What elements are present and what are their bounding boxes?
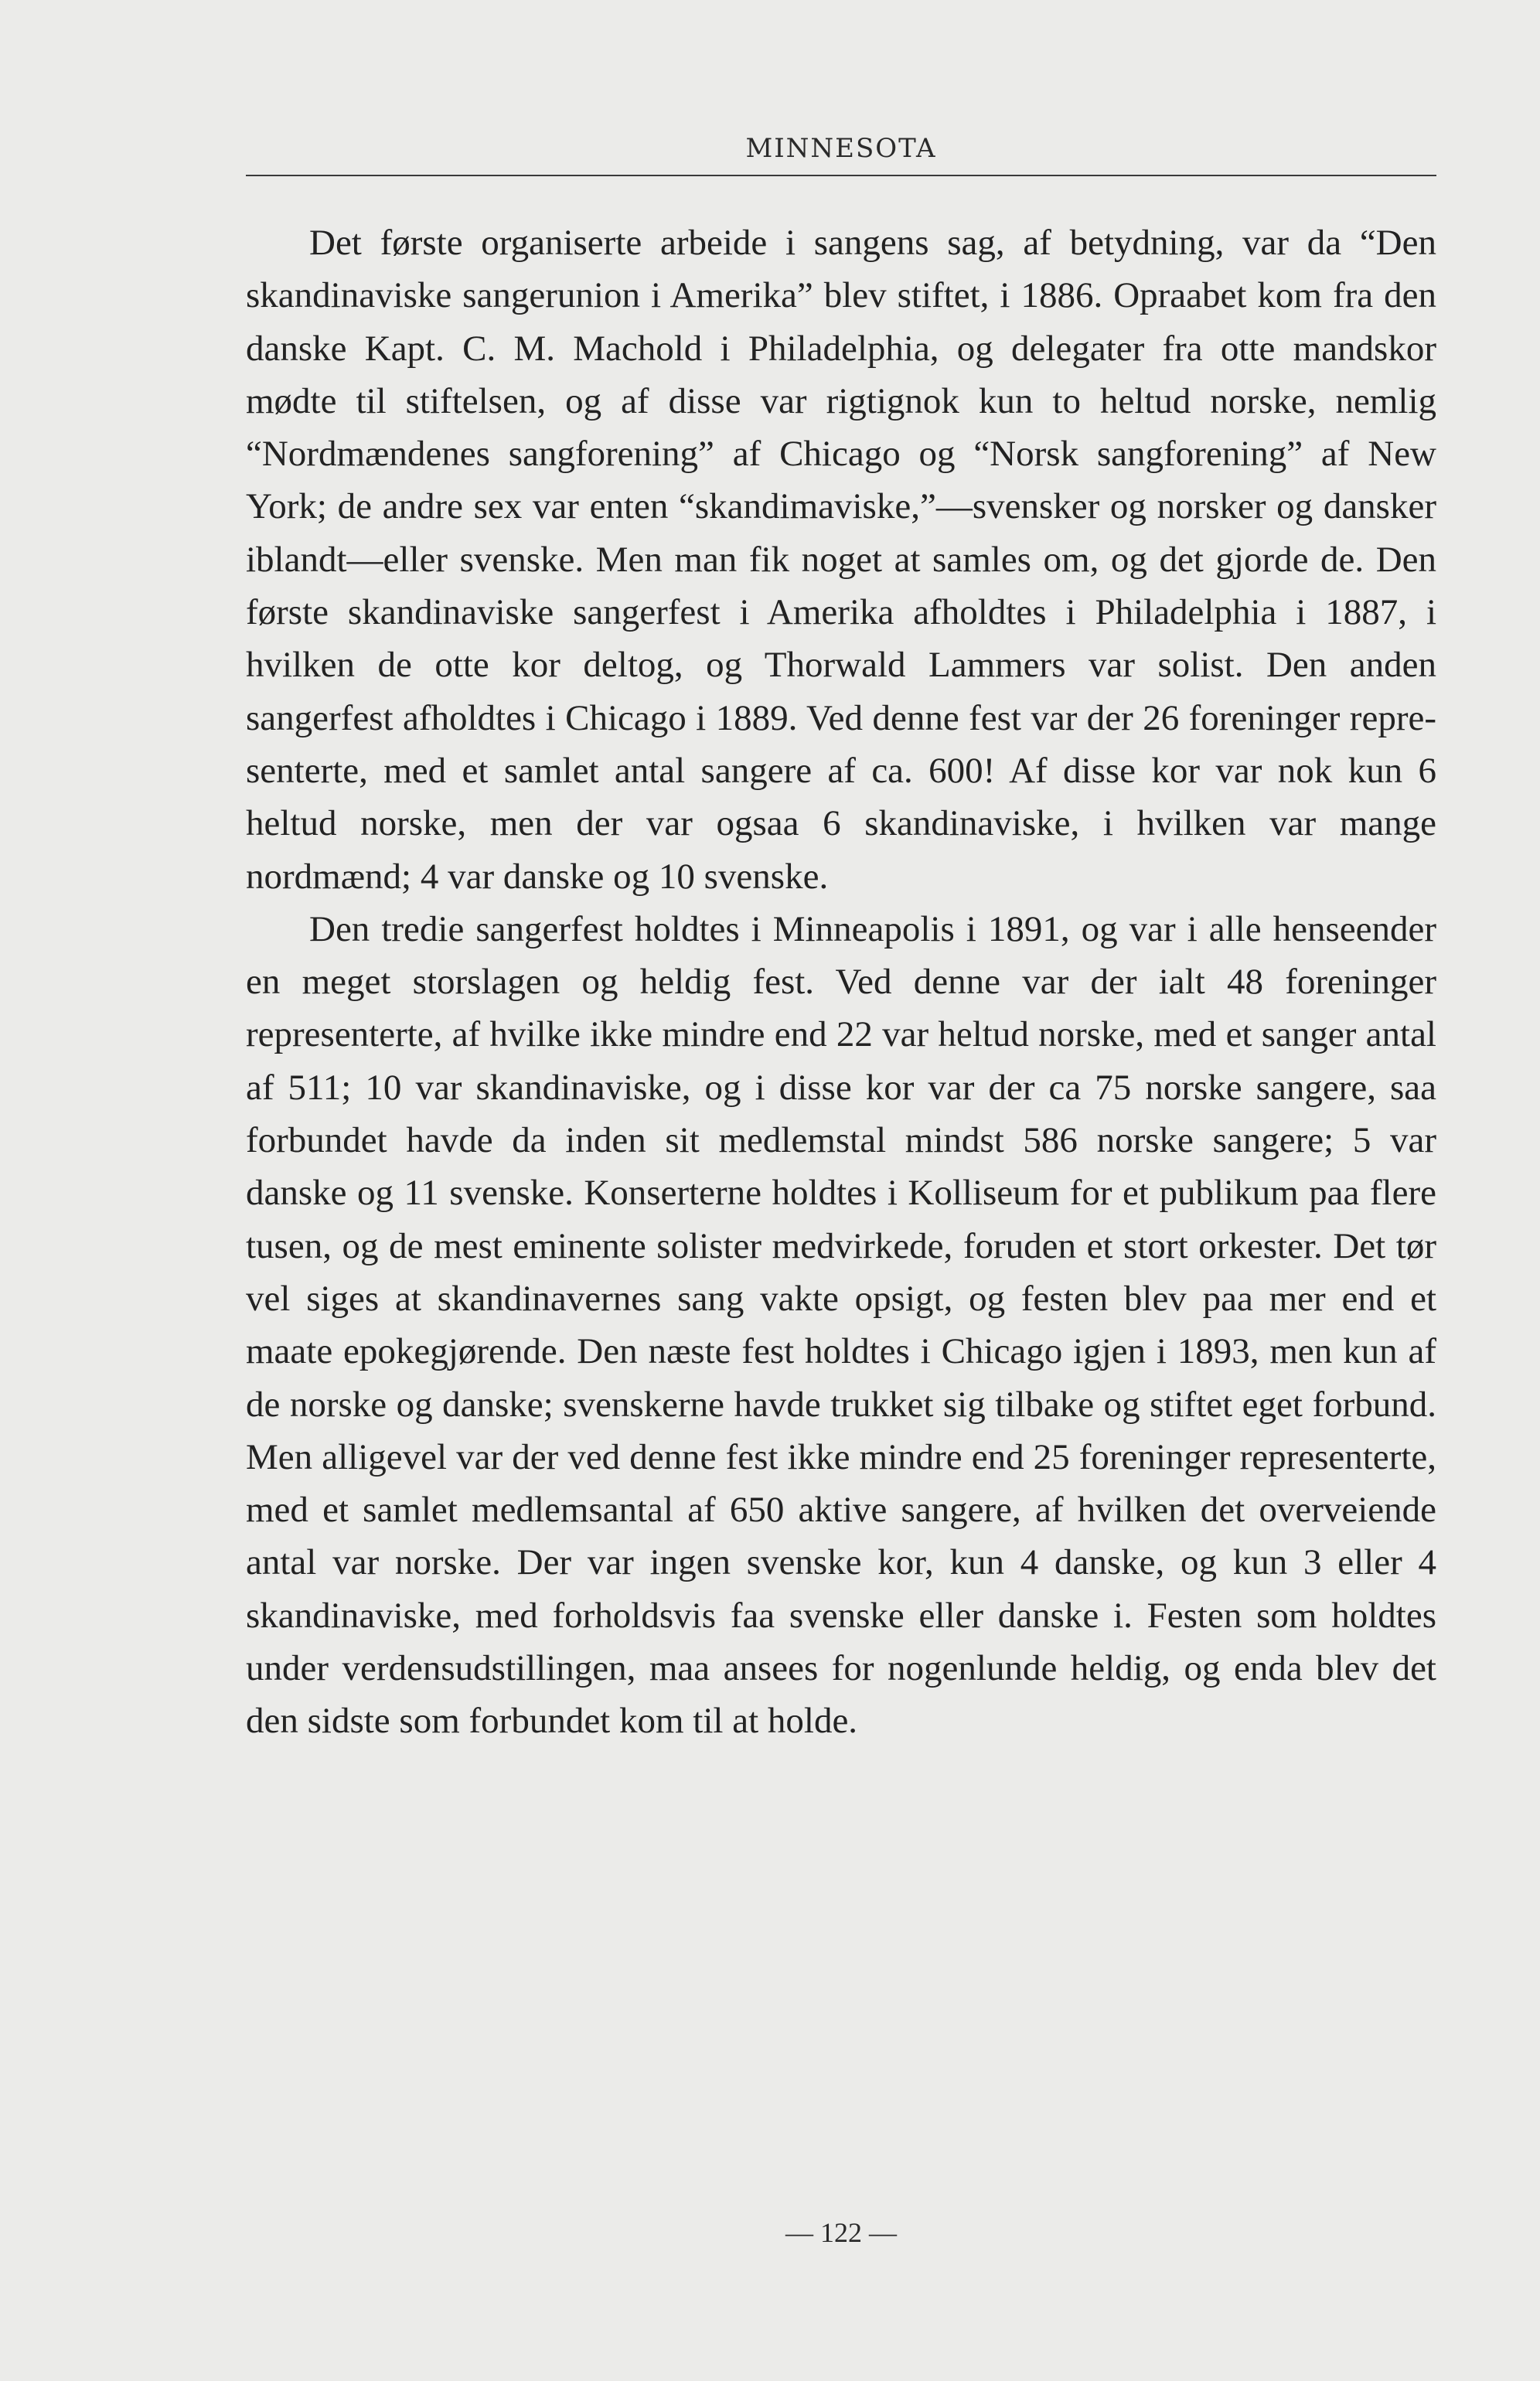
header-rule <box>246 175 1436 176</box>
page-number: — 122 — <box>785 2217 897 2248</box>
paragraph-2: Den tredie sangerfest holdtes i Minneapolis i 1891, og var i alle henseender en meget storslagen og heldig fest. Ved denne var der ialt 48 foreninger representerte, af hvilke ikke mindre end 22 var heltud norske, med et sanger antal af 511; 10 var skandinaviske, og i disse kor var der ca 75 norske sangere, saa forbundet havde da inden sit medlemstal mindst 586 norske sangere; 5 var danske og 11 svenske. Konserterne holdtes i Kolliseum for et publikum paa flere tusen, og de mest eminente solister medvirkede, foruden et stort orkester. Det tør vel siges at skandinavernes sang vakte opsigt, og festen blev paa mer end et maate epokegjørende. Den næste fest holdtes i Chicago igjen i 1893, men kun af de norske og danske; svenskerne havde trukket sig tilbake og stiftet eget forbund. Men alligevel var der ved denne fest ikke mindre end 25 foreninger representerte, med et samlet medlemsantal af 650 aktive sangere, af hvilken det overveiende antal var norske. Der var ingen svenske kor, kun 4 danske, og kun 3 eller 4 skandinaviske, med forholdsvis faa svenske eller danske i. Festen som holdtes under verdensudstillingen, maa ansees for nogenlunde heldig, og enda blev det den sidste som forbundet kom til at holde. <box>246 908 1436 1742</box>
paragraph-1: Det første organiserte arbeide i sangens sag, af betydning, var da “Den skandinaviske sangerunion i Amerika” blev stiftet, i 1886. Opraabet kom fra den danske Kapt. C. M. Machold i Philadelphia, og delegater fra otte mandskor mødte til stiftelsen, og af disse var rigtignok kun to heltud norske, nemlig “Nordmændenes sangforening” af Chicago og “Norsk sangforening” af New York; de andre sex var enten “skandimaviske,”—svensker og norsker og dansker iblandt—eller svenske. Men man fik noget at samles om, og det gjorde de. Den første skandinaviske sangerfest i Amerika afholdtes i Philadelphia i 1887, i hvilken de otte kor deltog, og Thorwald Lammers var solist. Den anden sangerfest afholdtes i Chicago i 1889. Ved denne fest var der 26 foreninger representerte, med et samlet antal sangere af ca. 600! Af disse kor var nok kun 6 heltud norske, men der var ogsaa 6 skandinaviske, i hvilken var mange nordmænd; 4 var danske og 10 svenske. <box>246 223 1436 897</box>
running-head: MINNESOTA <box>745 133 937 164</box>
body-text <box>246 216 1436 1748</box>
